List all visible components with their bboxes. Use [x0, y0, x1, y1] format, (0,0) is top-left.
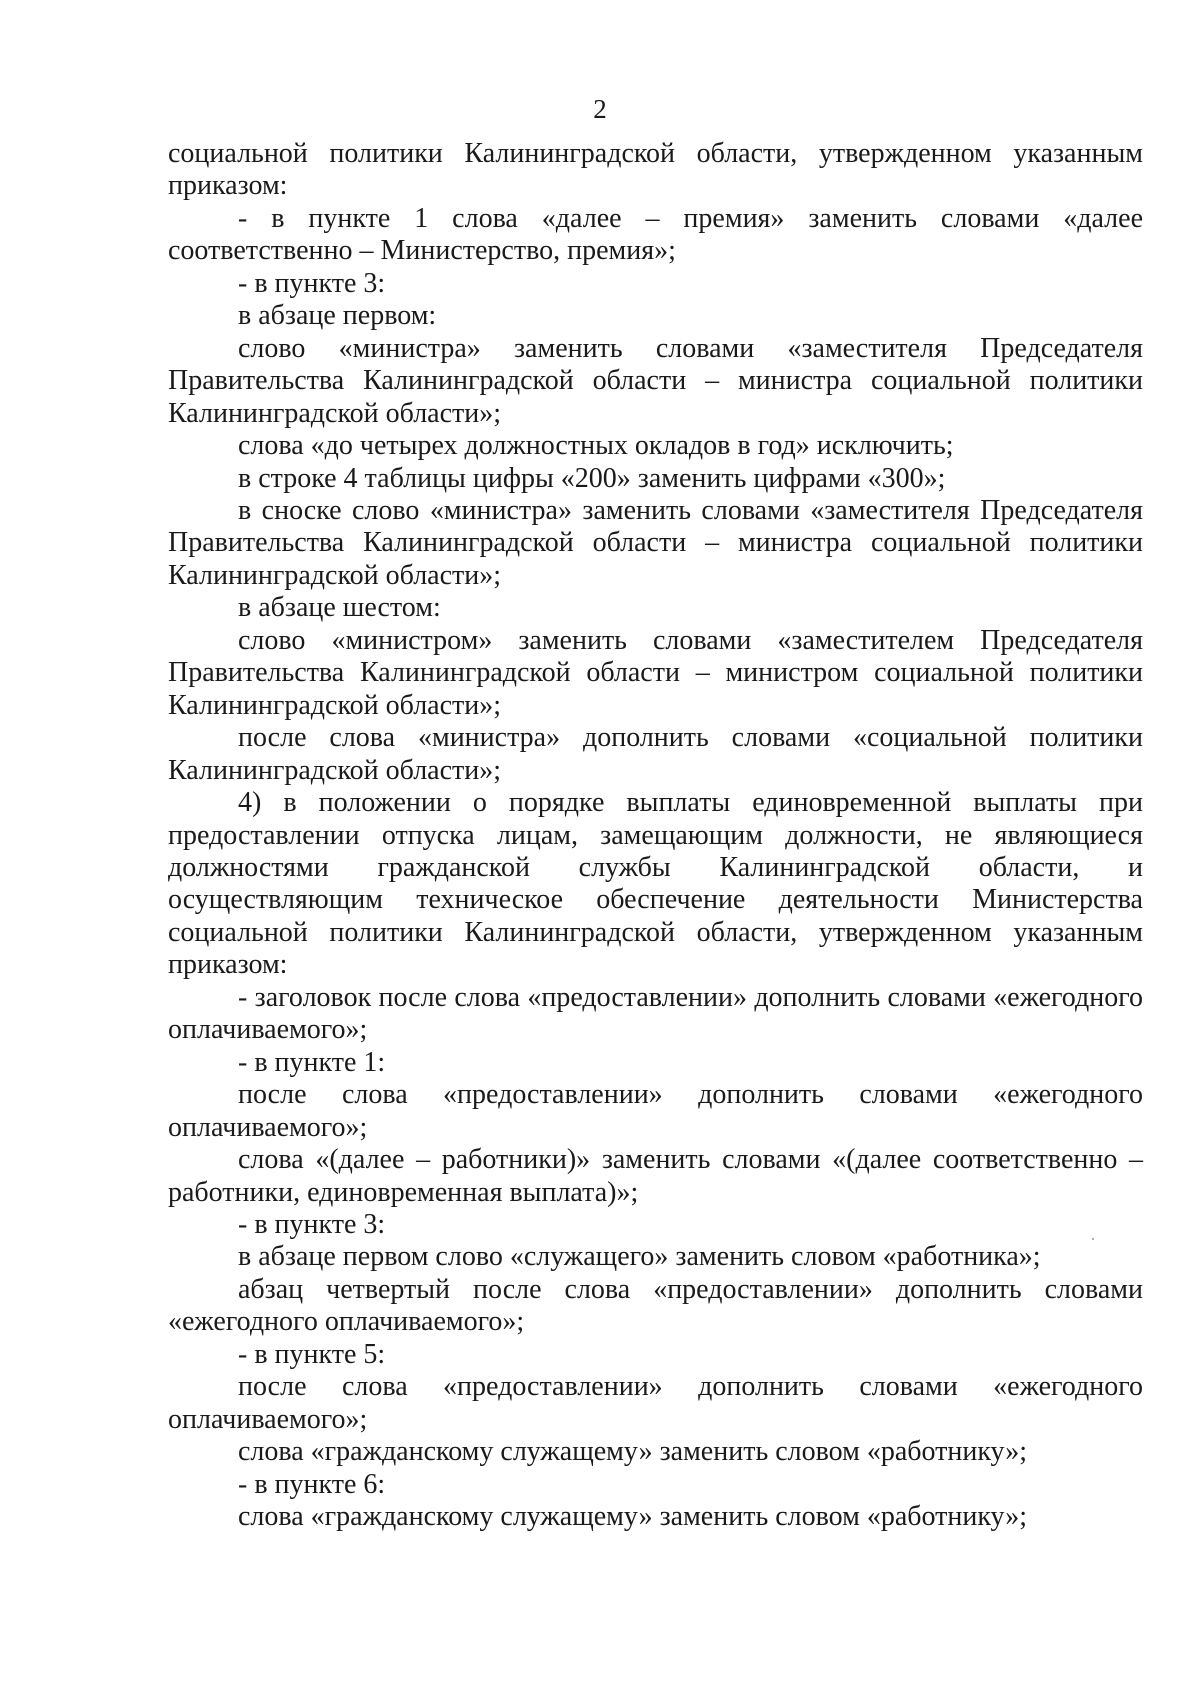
paragraph: слово «министра» заменить словами «заместителя Председателя Правительства Калининградской области – министра социальной политики Калининградской области»; [168, 332, 1143, 429]
paragraph: слова «до четырех должностных окладов в год» исключить; [238, 430, 954, 462]
paragraph: - заголовок после слова «предоставлении» дополнить словами «ежегодного оплачиваемого»; [168, 981, 1143, 1046]
paragraph: - в пункте 3: [238, 1208, 386, 1240]
paragraph: - в пункте 5: [238, 1338, 386, 1370]
paragraph: слова «гражданскому служащему» заменить словом «работнику»; [238, 1436, 1028, 1468]
paragraph: 4) в положении о порядке выплаты единовременной выплаты при предоставлении отпуска лицам, замещающим должности, не являющиеся должностями гражданской службы Калининградской области, и осуществляющим техническое обеспечение деятельности Министерства социальной политики Калининградской области, утвержденном указанным приказом: [168, 787, 1143, 981]
page-number: 2 [593, 94, 607, 124]
paragraph: в абзаце первом слово «служащего» заменить словом «работника»; [238, 1241, 1041, 1273]
paragraph: слова «(далее – работники)» заменить словами «(далее соответственно – работники, единовременная выплата)»; [168, 1144, 1143, 1208]
paragraph: после слова «предоставлении» дополнить словами «ежегодного оплачиваемого»; [168, 1079, 1143, 1143]
paragraph: - в пункте 3: [238, 267, 386, 299]
paragraph: слова «гражданскому служащему» заменить словом «работнику»; [238, 1501, 1028, 1533]
paragraph: после слова «министра» дополнить словами «социальной политики Калининградской области»; [168, 722, 1143, 786]
paragraph: - в пункте 1 слова «далее – премия» заменить словами «далее соответственно – Министерство, премия»; [168, 202, 1143, 267]
paragraph: в сноске слово «министра» заменить словами «заместителя Председателя Правительства Калининградской области – министра социальной политики Калининградской области»; [168, 494, 1143, 591]
paragraph: - в пункте 1: [238, 1046, 386, 1078]
paragraph: после слова «предоставлении» дополнить словами «ежегодного оплачиваемого»; [168, 1371, 1143, 1435]
paragraph: социальной политики Калининградской области, утвержденном указанным приказом: [168, 138, 1143, 202]
paragraph: в абзаце шестом: [238, 592, 441, 624]
paragraph: в строке 4 таблицы цифры «200» заменить цифрами «300»; [238, 462, 946, 494]
paragraph: абзац четвертый после слова «предоставлении» дополнить словами «ежегодного оплачиваемого»; [168, 1273, 1143, 1338]
paragraph: - в пункте 6: [238, 1468, 386, 1500]
document-body [168, 138, 1143, 1533]
paragraph: в абзаце первом: [238, 300, 437, 332]
paragraph: слово «министром» заменить словами «заместителем Председателя Правительства Калининградской области – министром социальной политики Калининградской области»; [168, 624, 1143, 721]
scan-speck [1092, 1238, 1094, 1240]
